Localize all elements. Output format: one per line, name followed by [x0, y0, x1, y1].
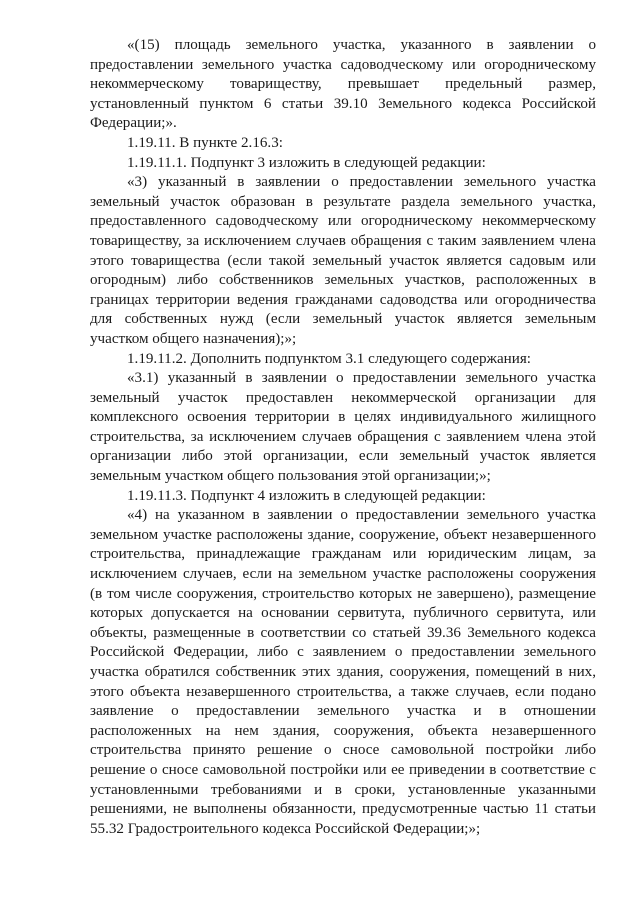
paragraph-subitem-3-1: «3.1) указанный в заявлении о предоставлении земельного участка земельный участок предоставлен некоммерческой организации для комплексного освоения территории в целях индивидуального жилищного строительства, за исключением случаев обращения с заявлением члена этой организации либо этой организации, если земельный участок является земельным участком общего пользования этой организации;»;: [90, 370, 596, 485]
document-page: [90, 36, 596, 839]
paragraph-section-1-19-11-1: 1.19.11.1. Подпункт 3 изложить в следующей редакции:: [127, 154, 486, 171]
paragraph-item-15: «(15) площадь земельного участка, указанного в заявлении о предоставлении земельного участка садоводческому или огородническому некоммерческому товариществу, превышает предельный размер, установленный пунктом 6 статьи 39.10 Земельного кодекса Российской Федерации;».: [90, 37, 596, 132]
paragraph-section-1-19-11-3: 1.19.11.3. Подпункт 4 изложить в следующей редакции:: [127, 487, 486, 504]
paragraph-section-1-19-11-2: 1.19.11.2. Дополнить подпунктом 3.1 следующего содержания:: [127, 350, 531, 367]
paragraph-subitem-4: «4) на указанном в заявлении о предоставлении земельного участка земельном участке расположены здание, сооружение, объект незавершенного строительства, принадлежащие гражданам или юридическим лицам, за исключением случаев, если на земельном участке расположены сооружения (в том числе сооружения, строительство которых не завершено), размещение которых допускается на основании сервитута, публичного сервитута, или объекты, размещенные в соответствии со статьей 39.36 Земельного кодекса Российской Федерации, либо с заявлением о предоставлении земельного участка обратился собственник этих здания, сооружения, помещений в них, этого объекта незавершенного строительства, а также случаев, если подано заявление о предоставлении земельного участка и в отношении расположенных на нем здания, сооружения, объекта незавершенного строительства принято решение о сносе самовольной постройки либо решение о сносе самовольной постройки или ее приведении в соответствие с установленными требованиями и в сроки, установленные указанными решениями, не выполнены обязанности, предусмотренные частью 11 статьи 55.32 Градостроительного кодекса Российской Федерации;»;: [90, 507, 596, 837]
paragraph-subitem-3: «3) указанный в заявлении о предоставлении земельного участка земельный участок образован в результате раздела земельного участка, предоставленного садоводческому или огородническому некоммерческому товариществу, за исключением случаев обращения с таким заявлением члена этого товарищества (если такой земельный участок является садовым или огородным) либо собственников земельных участков, расположенных в границах территории ведения гражданами садоводства или огородничества для собственных нужд (если земельный участок является земельным участком общего назначения);»;: [90, 174, 596, 347]
paragraph-section-1-19-11: 1.19.11. В пункте 2.16.3:: [127, 134, 283, 151]
